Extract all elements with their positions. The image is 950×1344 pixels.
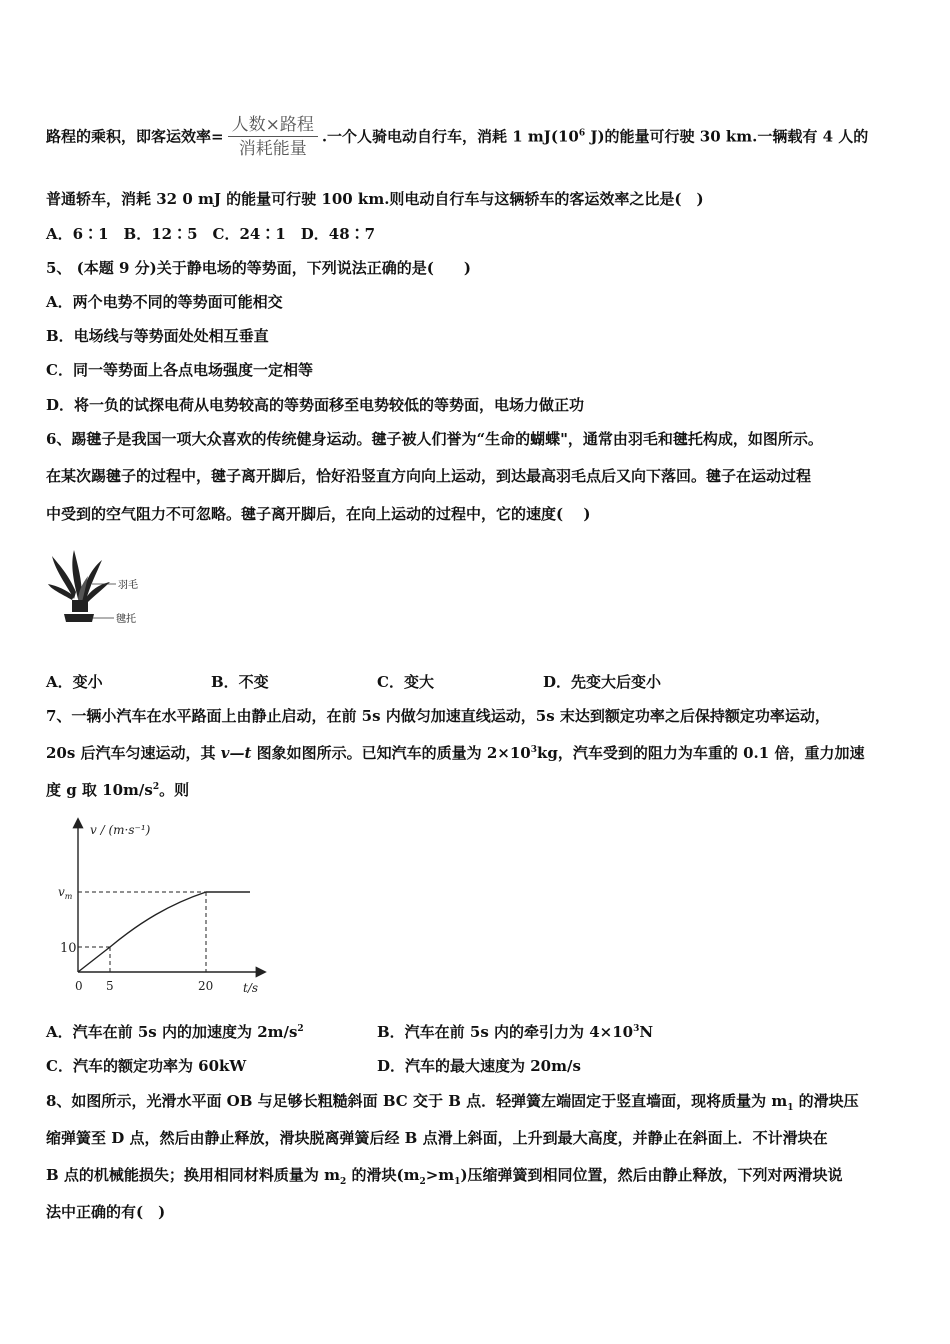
q7-line2 xyxy=(46,743,864,763)
q6-line3: 中受到的空气阻力不可忽略。毽子离开脚后，在向上运动的过程中，它的速度( ) xyxy=(46,505,591,523)
q8-line1 xyxy=(46,1091,859,1111)
q6-option-d: D．先变大后变小 xyxy=(543,673,662,691)
q7-line3-b: 。则 xyxy=(159,781,190,799)
q7-option-c: C．汽车的额定功率为 60kW xyxy=(46,1057,247,1075)
vt-graph xyxy=(40,812,280,1002)
x-tick-0: 0 xyxy=(75,979,83,993)
label-base: 毽托 xyxy=(116,614,136,625)
q7-vt-symbol: v—t xyxy=(220,744,252,762)
x-axis-label: t/s xyxy=(243,981,259,995)
q8-line3-c: >m xyxy=(425,1166,455,1184)
y-axis-label: v / (m·s⁻¹) xyxy=(90,823,151,837)
q5-option-c: C．同一等势面上各点电场强度一定相等 xyxy=(46,361,313,379)
q8-line4: 法中正确的有( ) xyxy=(46,1203,166,1221)
vm-label: $v_m$ xyxy=(58,885,73,901)
q8-line3 xyxy=(46,1165,843,1185)
q4-options: A．6∶1 B．12∶5 C．24∶1 D．48∶7 xyxy=(46,225,376,243)
y-tick-10: 10 xyxy=(60,941,77,956)
q6-option-a: A．变小 xyxy=(46,673,103,691)
efficiency-fraction xyxy=(228,114,318,161)
q8-line3-d: )压缩弹簧到相同位置，然后由静止释放，下列对两滑块说 xyxy=(460,1166,843,1184)
q7-line2-c: kg，汽车受到的阻力为车重的 0.1 倍，重力加速 xyxy=(537,744,865,762)
q7-line2-sup: 3 xyxy=(530,745,538,755)
q6-option-c: C．变大 xyxy=(377,673,434,691)
label-feather: 羽毛 xyxy=(118,580,138,591)
q7-line3 xyxy=(46,780,189,800)
q4-line1-post-b: J)的能量可行驶 30 km.一辆载有 4 人的 xyxy=(585,127,869,146)
q5-option-d: D．将一负的试探电荷从电势较高的等势面移至电势较低的等势面，电场力做正功 xyxy=(46,396,585,414)
q7-option-b-tail: N xyxy=(639,1023,654,1041)
q4-line1 xyxy=(46,114,868,161)
q7-option-b-text: B．汽车在前 5s 内的牵引力为 4×10 xyxy=(377,1023,634,1041)
x-tick-20: 20 xyxy=(198,979,214,993)
q6-line1: 6、踢毽子是我国一项大众喜欢的传统健身运动。毽子被人们誉为“生命的蝴蝶"，通常由羽毛和毽托构成，如图所示。 xyxy=(46,430,823,448)
q7-line3-a: 度 g 取 10m/s xyxy=(46,781,153,799)
q7-line2-a: 20s 后汽车匀速运动，其 xyxy=(46,744,221,762)
q7-option-b xyxy=(377,1022,653,1042)
x-tick-5: 5 xyxy=(106,979,114,993)
shuttlecock-figure xyxy=(44,544,154,634)
q8-line3-sub1: 2 xyxy=(340,1177,347,1187)
q7-option-b-sup: 3 xyxy=(633,1024,640,1034)
q8-line3-b: 的滑块(m xyxy=(346,1166,420,1184)
q5-option-b: B．电场线与等势面处处相互垂直 xyxy=(46,327,269,345)
q8-line1-b: 的滑块压 xyxy=(793,1092,859,1110)
q4-line1-sup: 6 xyxy=(578,128,586,139)
q4-line2: 普通轿车，消耗 32 0 mJ 的能量可行驶 100 km.则电动自行车与这辆轿车的客运效率之比是( ) xyxy=(46,190,704,208)
q7-line2-b: 图象如图所示。已知汽车的质量为 2×10 xyxy=(251,744,531,762)
q8-line3-sub3: 1 xyxy=(454,1177,461,1187)
q7-line3-sup: 2 xyxy=(152,782,160,792)
q8-line2: 缩弹簧至 D 点，然后由静止释放，滑块脱离弹簧后经 B 点滑上斜面，上升到最大高度，并静止在斜面上．不计滑块在 xyxy=(46,1129,828,1147)
q8-line3-a: B 点的机械能损失；换用相同材料质量为 m xyxy=(46,1166,340,1184)
q5-option-a: A．两个电势不同的等势面可能相交 xyxy=(46,293,283,311)
q6-line2: 在某次踢毽子的过程中，毽子离开脚后，恰好沿竖直方向向上运动，到达最高羽毛点后又向下落回。毽子在运动过程 xyxy=(46,467,812,485)
fraction-denominator: 消耗能量 xyxy=(238,139,307,159)
q8-line1-a: 8、如图所示，光滑水平面 OB 与足够长粗糙斜面 BC 交于 B 点．轻弹簧左端固定于竖直墙面，现将质量为 m xyxy=(46,1092,788,1110)
q6-option-b: B．不变 xyxy=(211,673,269,691)
q7-option-a-sup: 2 xyxy=(297,1024,304,1034)
q4-line1-post-a: .一个人骑电动自行车，消耗 1 mJ(10 xyxy=(321,127,579,146)
shuttlecock-feathers xyxy=(48,550,110,602)
q7-option-a-text: A．汽车在前 5s 内的加速度为 2m/s xyxy=(46,1023,298,1041)
shuttlecock-stem xyxy=(72,600,88,612)
q7-line1: 7、一辆小汽车在水平路面上由静止启动，在前 5s 内做匀加速直线运动，5s 末达到额定功率之后保持额定功率运动， xyxy=(46,707,830,725)
q8-line3-sub2: 2 xyxy=(419,1177,426,1187)
q7-option-a xyxy=(46,1022,304,1042)
q7-option-d: D．汽车的最大速度为 20m/s xyxy=(377,1057,581,1075)
velocity-curve xyxy=(78,892,250,972)
q5-stem: 5、 (本题 9 分)关于静电场的等势面，下列说法正确的是( ) xyxy=(46,259,471,277)
fraction-numerator: 人数×路程 xyxy=(228,114,318,137)
q8-line1-sub: 1 xyxy=(787,1103,794,1113)
shuttlecock-base xyxy=(64,614,94,622)
q4-line1-pre: 路程的乘积，即客运效率= xyxy=(46,127,224,146)
